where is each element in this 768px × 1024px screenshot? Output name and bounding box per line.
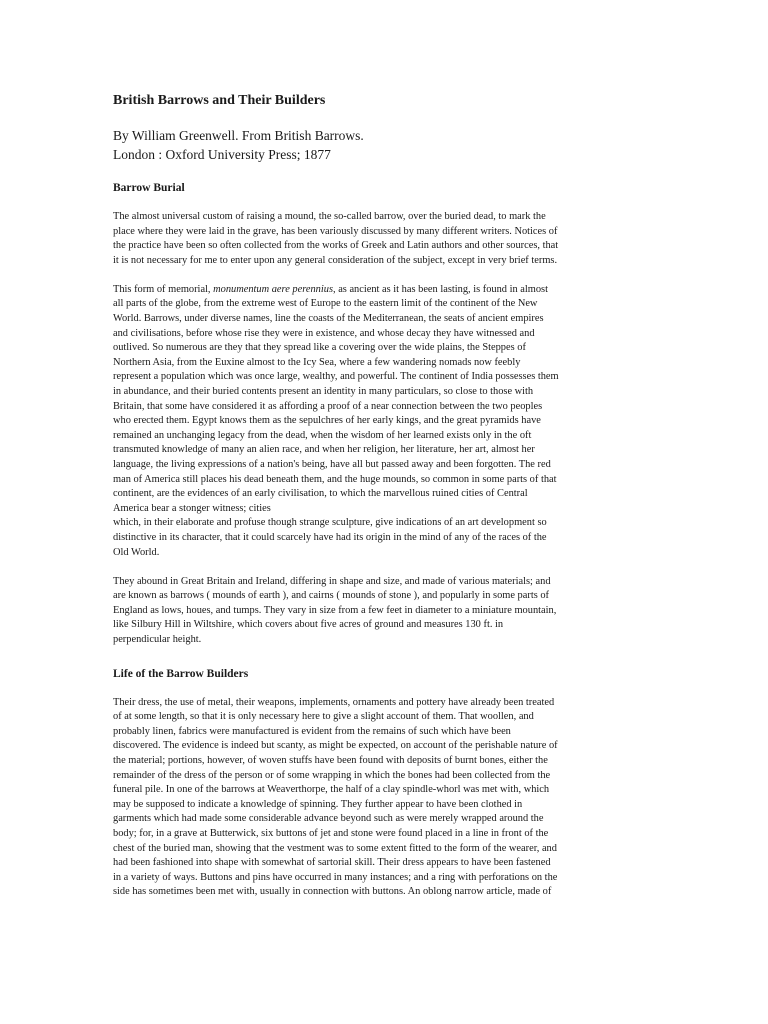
paragraph-line: Their dress, the use of metal, their weapons, implements, ornaments and pottery have already been treated [113, 696, 555, 708]
paragraph-line: the practice have been so often collected from the works of Greek and Latin authors and other sources, that [113, 240, 559, 252]
paragraph-line: America bear a stonger witness; cities [113, 502, 271, 514]
paragraph-line: outlived. So numerous are they that they spread like a covering over the wide plains, the Steppes of [113, 342, 526, 354]
paragraph-line: it is not necessary for me to enter upon any general consideration of the subject, except in very brief terms. [113, 254, 558, 266]
document-page [113, 92, 655, 900]
latin-phrase: monumentum aere perennius [213, 283, 333, 295]
paragraph-line: side has sometimes been met with, usually in connection with buttons. An oblong narrow article, made of [113, 886, 552, 898]
paragraph-line: like Silbury Hill in Wiltshire, which covers about five acres of ground and measures 130 ft. in [113, 619, 504, 631]
paragraph-line: all parts of the globe, from the extreme west of Europe to the eastern limit of the continent of the New [113, 298, 538, 310]
paragraph-line: funeral pile. In one of the barrows at Weaverthorpe, the half of a clay spindle-whorl was met with, which [113, 784, 550, 796]
paragraph-line: perpendicular height. [113, 634, 202, 646]
byline [113, 126, 655, 164]
paragraph-text-fragment: This form of memorial, [113, 283, 214, 295]
paragraph-line: Old World. [113, 546, 160, 558]
byline-publisher-line: London : Oxford University Press; 1877 [113, 147, 331, 162]
paragraph-line: Britain, that some have considered it as affording a proof of a near connection between the two peoples [113, 400, 543, 412]
paragraph-line: language, the living expressions of a nation's being, have all but passed away and been forgotten. The red [113, 459, 551, 470]
paragraph-dress-and-metal [113, 696, 655, 900]
paragraph-line: place where they were laid in the grave, has been variously discussed by many different writers. Notices of [113, 225, 558, 237]
paragraph-line: of at some length, so that it is only necessary here to give a slight account of them. That woollen, and [113, 711, 534, 723]
paragraph-great-britain-ireland [113, 575, 655, 648]
paragraph-line: continent, are the evidences of an early civilisation, to which the marvellous ruined cities of Central [113, 488, 528, 500]
paragraph-line: man of America still places his dead beneath them, and the huge mounds, so common in some parts of that [113, 473, 557, 485]
paragraph-line: may be supposed to indicate a knowledge of spinning. They further appear to have been clothed in [113, 798, 523, 810]
paragraph-line: remained an unchanging legacy from the dead, when the wisdom of her learned exists only in the oft [113, 429, 532, 441]
paragraph-line: remainder of the dress of the person or of some wrapping in which the bones had been collected from the [113, 769, 551, 781]
paragraph-line: discovered. The evidence is indeed but scanty, as might be expected, on account of the perishable nature of [113, 740, 558, 752]
paragraph-line [113, 283, 655, 298]
paragraph-line: The almost universal custom of raising a mound, the so-called barrow, over the buried dead, to mark the [113, 211, 546, 222]
paragraph-line: garments which had made some considerable advance beyond such as were merely wrapped around the [113, 813, 544, 825]
paragraph-line: represent a population which was once large, wealthy, and powerful. The continent of India possesses them [113, 371, 559, 383]
document-title: British Barrows and Their Builders [113, 93, 326, 108]
paragraph-form-of-memorial [113, 283, 655, 560]
paragraph-line: body; for, in a grave at Butterwick, six buttons of jet and stone were found placed in a line in front of the [113, 827, 549, 839]
paragraph-line: in abundance, and their buried contents present an identity in many particulars, so close to those with [113, 386, 534, 398]
paragraph-text-fragment: , as ancient as it has been lasting, is found in almost [333, 283, 548, 295]
paragraph-line: in a variety of ways. Buttons and pins have occurred in many instances; and a ring with perforations on the [113, 871, 558, 883]
paragraph-line: are known as barrows ( mounds of earth ), and cairns ( mounds of stone ), and popularly in some parts of [113, 590, 550, 602]
paragraph-line: They abound in Great Britain and Ireland, differing in shape and size, and made of various materials; and [113, 575, 551, 587]
paragraph-line: England as lows, houes, and tumps. They vary in size from a few feet in diameter to a miniature mountain, [113, 604, 557, 616]
paragraph-line: and civilisations, before whose rise they were in existence, and whose decay they have witnessed and [113, 327, 535, 339]
paragraph-line: which, in their elaborate and profuse though strange sculpture, give indications of an art development so [113, 517, 547, 529]
paragraph-line: the material; portions, however, of woven stuffs have been found with deposits of burnt bones, either the [113, 755, 548, 766]
paragraph-line: had been fashioned into shape with somewhat of sartorial skill. Their dress appears to have been fastened [113, 857, 551, 869]
paragraph-line: probably linen, fabrics were manufactured is evident from the remains of such which have been [113, 725, 511, 737]
paragraph-line: transmuted knowledge of many an alien race, and when her religion, her literature, her art, almost her [113, 444, 535, 456]
section-heading-barrow-burial: Barrow Burial [113, 182, 185, 194]
paragraph-barrow-burial-intro [113, 210, 655, 268]
paragraph-line: who erected them. Egypt knows them as the sepulchres of her early kings, and the great pyramids have [113, 415, 541, 427]
byline-author-line: By William Greenwell. From British Barrows. [113, 128, 364, 143]
paragraph-line: Northern Asia, from the Euxine almost to the Icy Sea, where a few wandering nomads now feebly [113, 356, 521, 368]
paragraph-line: World. Barrows, under diverse names, line the coasts of the Mediterranean, the seats of ancient empires [113, 313, 544, 325]
section-heading-life-of-builders: Life of the Barrow Builders [113, 667, 249, 680]
paragraph-line: distinctive in its character, that it could scarcely have had its origin in the mind of any of the races of the [113, 531, 547, 543]
paragraph-line: chest of the buried man, showing that the vestment was to some extent fitted to the form of the wearer, and [113, 842, 557, 854]
